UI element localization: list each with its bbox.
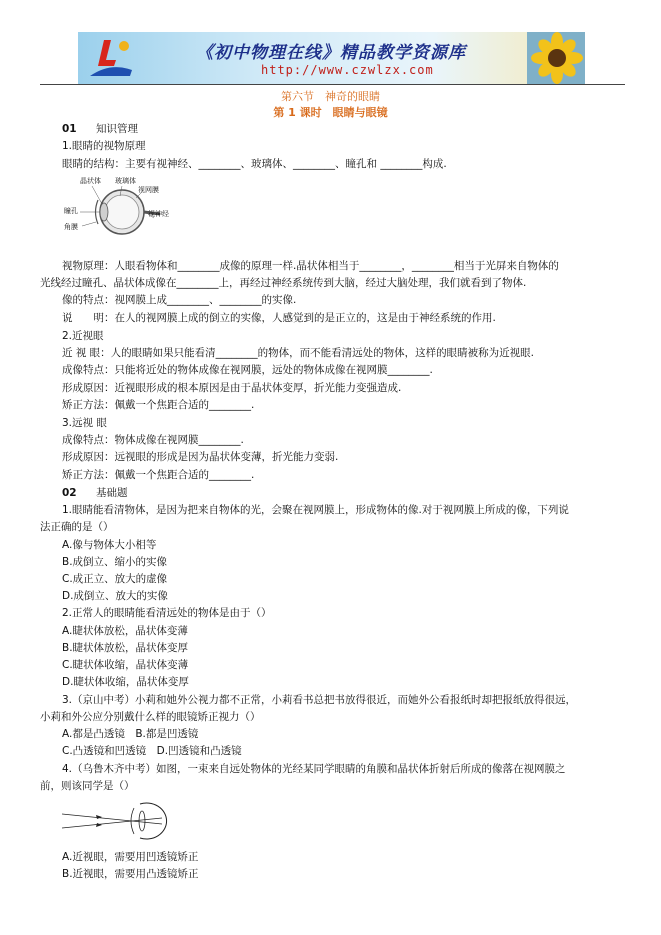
heading-eye-principle: 1.眼睛的视物原理 xyxy=(62,140,146,152)
hyperopia-cause: 形成原因：远视眼的形成是因为晶状体变薄，折光能力变弱. xyxy=(62,451,339,463)
q4-option-a: A.近视眼，需要用凹透镜矫正 xyxy=(62,851,199,863)
part1-title: 知识管理 xyxy=(96,123,138,135)
q2-option-c: C.睫状体收缩，晶状体变薄 xyxy=(62,659,189,671)
q3-options-cd: C.凸透镜和凹透镜 D.凹透镜和凸透镜 xyxy=(62,745,242,757)
q3-options-ab: A.都是凸透镜 B.都是凹透镜 xyxy=(62,728,199,740)
question-3-line2: 小莉和外公应分别戴什么样的眼镜矫正视力（） xyxy=(40,711,261,723)
section-title: 第六节 神奇的眼睛 xyxy=(281,90,380,103)
q4-eye-ray-diagram xyxy=(62,800,192,842)
label-retina: 视网膜 xyxy=(138,186,159,194)
eye-structure: 眼睛的结构：主要有视神经、________、玻璃体、________、瞳孔和 ________构成. xyxy=(62,158,447,170)
part1-number: 01 xyxy=(62,123,77,135)
header-banner xyxy=(78,32,585,84)
question-1-line1: 1.眼睛能看清物体，是因为把来自物体的光，会聚在视网膜上，形成物体的像.对于视网膜上所成的像，下列说 xyxy=(62,504,569,516)
header-rule xyxy=(40,84,625,85)
question-1-line2: 法正确的是（） xyxy=(40,521,114,533)
banner-url: http://www.czwlzx.com xyxy=(261,63,434,77)
question-4-line1: 4.（乌鲁木齐中考）如图，一束来自远处物体的光经某同学眼睛的角膜和晶状体折射后所成的像落在视网膜之 xyxy=(62,763,566,775)
q1-option-b: B.成倒立、缩小的实像 xyxy=(62,556,168,568)
label-cornea: 角膜 xyxy=(64,223,78,231)
hyperopia-imaging: 成像特点：物体成像在视网膜________. xyxy=(62,434,244,446)
question-2: 2.正常人的眼睛能看清远处的物体是由于（） xyxy=(62,607,272,619)
explanation: 说 明：在人的视网膜上成的倒立的实像，人感觉到的是正立的，这是由于神经系统的作用. xyxy=(62,312,496,324)
q1-option-a: A.像与物体大小相等 xyxy=(62,539,157,551)
vision-principle-2: 光线经过瞳孔、晶状体成像在________上，再经过神经系统传到大脑，经过大脑处理，我们就看到了物体. xyxy=(40,277,527,289)
vision-principle-1: 视物原理：人眼看物体和________成像的原理一样.晶状体相当于________，________相当于光屏来自物体的 xyxy=(62,260,559,272)
hyperopia-correction: 矫正方法：佩戴一个焦距合适的________. xyxy=(62,469,255,481)
part2-number: 02 xyxy=(62,487,77,499)
part2-title: 基础题 xyxy=(96,487,128,499)
heading-hyperopia: 3.远视 眼 xyxy=(62,417,107,429)
q2-option-d: D.睫状体收缩，晶状体变厚 xyxy=(62,676,189,688)
question-4-line2: 前，则该同学是（） xyxy=(40,780,135,792)
heading-myopia: 2.近视眼 xyxy=(62,330,104,342)
myopia-definition: 近 视 眼：人的眼睛如果只能看清________的物体，而不能看清远处的物体，这样的眼睛被称为近视眼. xyxy=(62,347,535,359)
q2-option-b: B.睫状体放松，晶状体变厚 xyxy=(62,642,189,654)
label-lens: 晶状体 xyxy=(80,177,101,185)
lesson-title: 第 1 课时 眼睛与眼镜 xyxy=(273,106,388,119)
banner-title: 《初中物理在线》精品教学资源库 xyxy=(196,43,466,63)
image-feature: 像的特点：视网膜上成________、________的实像. xyxy=(62,294,297,306)
label-pupil: 瞳孔 xyxy=(64,207,78,215)
myopia-imaging: 成像特点：只能将近处的物体成像在视网膜，远处的物体成像在视网膜________. xyxy=(62,364,433,376)
question-3-line1: 3.（京山中考）小莉和她外公视力都不正常，小莉看书总把书放得很近，而她外公看报纸时却把报纸放得很远， xyxy=(62,694,577,706)
label-vitreous: 玻璃体 xyxy=(115,177,136,185)
myopia-cause: 形成原因：近视眼形成的根本原因是由于晶状体变厚，折光能力变强造成. xyxy=(62,382,402,394)
q2-option-a: A.睫状体放松，晶状体变薄 xyxy=(62,625,188,637)
q1-option-c: C.成正立、放大的虚像 xyxy=(62,573,168,585)
label-optic-nerve: 视神经 xyxy=(148,210,169,218)
q4-option-b: B.近视眼，需要用凸透镜矫正 xyxy=(62,868,199,880)
myopia-correction: 矫正方法：佩戴一个焦距合适的________. xyxy=(62,399,255,411)
q1-option-d: D.成倒立、放大的实像 xyxy=(62,590,168,602)
sunflower-icon xyxy=(527,32,585,84)
site-logo-icon xyxy=(84,36,136,80)
